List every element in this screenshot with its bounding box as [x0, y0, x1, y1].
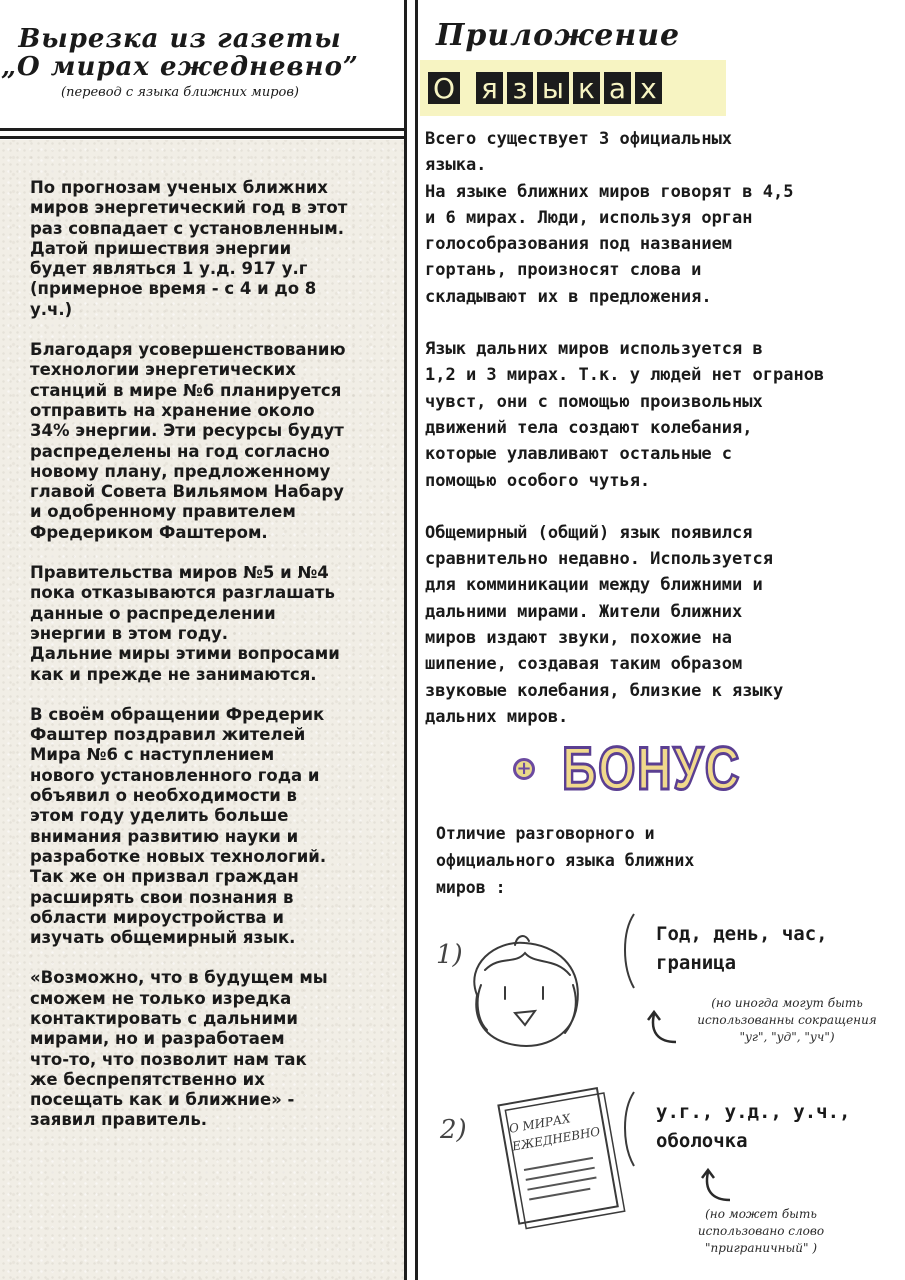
bonus-title: БОНУС — [562, 735, 742, 802]
section-letter: ы — [537, 72, 569, 104]
curved-arrow-icon — [700, 1166, 734, 1206]
article-paragraph: Правительства миров №5 и №4 пока отказываются разглашать данные о распределении энергии в этом году. Дальние миры этими вопросами как и прежде не занимаются. — [30, 563, 340, 684]
newspaper-subtitle: (перевод с языка ближних миров) — [61, 85, 299, 100]
section-letter: О — [428, 72, 460, 104]
section-letter: к — [573, 72, 600, 104]
bracket-decoration — [620, 912, 640, 992]
curved-arrow-icon — [646, 1008, 680, 1048]
section-letter: з — [507, 72, 533, 104]
newspaper-title-line1: Вырезка из газеты — [18, 24, 342, 54]
section-letter: я — [476, 72, 503, 104]
header-rule-top — [0, 128, 405, 131]
newspaper-article — [30, 178, 380, 1151]
example-1-note: (но иногда могут быть использованны сокращения "уг", "уд", "уч") — [697, 996, 877, 1044]
example-2-note: (но может быть использовано слово "приграничный" ) — [697, 1207, 825, 1255]
bonus-intro: Отличие разговорного и официального языка ближних миров : — [436, 824, 695, 897]
article-paragraph: В своём обращении Фредерик Фаштер поздравил жителей Мира №6 с наступлением нового установленного года и объявил о необходимости в этом году уделить больше внимания развитию науки и разработке новых технологий. Так же он призвал граждан расширять свои познания в области мироустройства и изучать общемирный язык. — [30, 704, 327, 948]
section-letter: х — [635, 72, 662, 104]
bracket-decoration — [620, 1090, 640, 1170]
section-letter: а — [604, 72, 631, 104]
appendix-title: Приложение — [436, 18, 681, 53]
newspaper-sketch-text: О МИРАХ ЕЖЕДНЕВНО — [507, 1111, 602, 1154]
newspaper-header — [0, 0, 404, 128]
example-1-words: Год, день, час, граница — [656, 923, 828, 974]
newspaper-sketch-icon — [488, 1085, 638, 1225]
example-2-words: у.г., у.д., у.ч., оболочка — [656, 1101, 851, 1152]
appendix-body — [425, 126, 865, 756]
appendix-paragraph: Всего существует 3 официальных языка. На языке ближних миров говорят в 4,5 и 6 мирах. Люди, используя орган голособразования под названием гортань, произносят слова и складывают их в предложения. — [425, 129, 794, 307]
newspaper-title-line2: „О мирах ежедневно” — [1, 52, 359, 82]
example-1-number: 1) — [436, 940, 463, 970]
example-2-number: 2) — [440, 1115, 467, 1145]
sketch-face-icon — [455, 925, 595, 1055]
article-paragraph: Благодаря усовершенствованию технологии энергетических станций в мире №6 планируется отправить на хранение около 34% энергии. Эти ресурсы будут распределены на год согласно новому плану, предложенному главой Совета Вильямом Набару и одобренному правителем Фредериком Фаштером. — [30, 340, 346, 542]
appendix-paragraph: Общемирный (общий) язык появился сравнительно недавно. Используется для комминикации между ближними и дальними мирами. Жители ближних миров издают звуки, похожие на шипение, создавая таким образом звуковые колебания, близкие к языку дальних миров. — [425, 522, 784, 727]
article-paragraph: По прогнозам ученых ближних миров энергетический год в этот раз совпадает с установленным. Датой пришествия энергии будет являться 1 у.д. 917 у.г (примерное время - с 4 и до 8 у.ч.) — [30, 178, 348, 319]
header-rule-bottom — [0, 136, 405, 139]
column-divider — [404, 0, 418, 1280]
article-paragraph: «Возможно, что в будущем мы сможем не только изредка контактировать с дальними мирами, но и разработаем что-то, что позволит нам так же беспрепятственно их посещать как и ближние» - заявил правитель. — [30, 968, 328, 1130]
bonus-plus-icon: + — [513, 758, 535, 780]
section-title-about-languages — [428, 72, 662, 104]
appendix-paragraph: Язык дальних миров используется в 1,2 и 3 мирах. Т.к. у людей нет огранов чувст, они с помощью произвольных движений тела создают колебания, которые улавливают остальные с помощью особого чутья. — [425, 339, 825, 491]
